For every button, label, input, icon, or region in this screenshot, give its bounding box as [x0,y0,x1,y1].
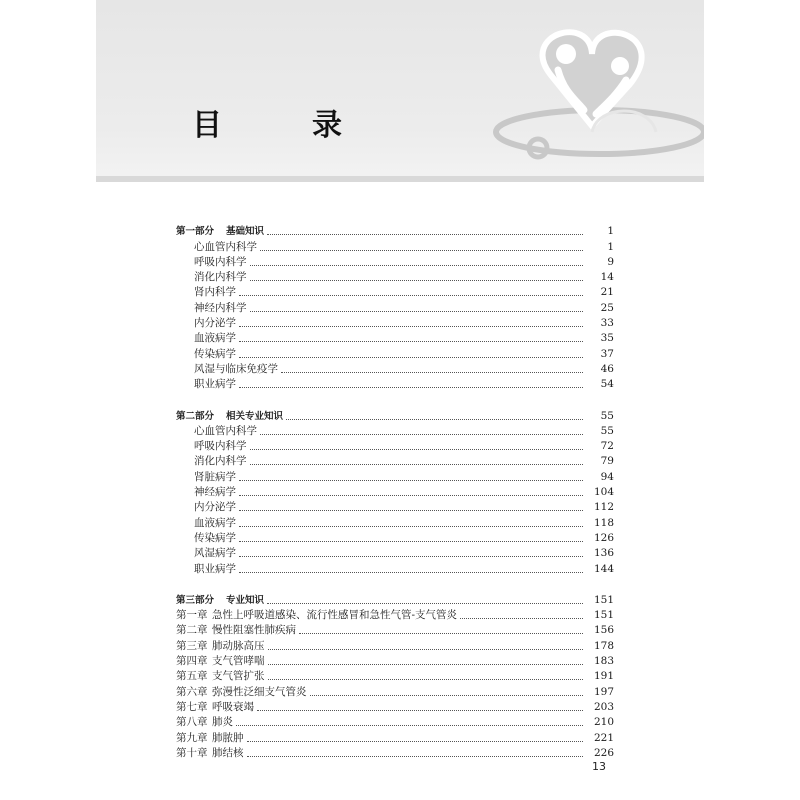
page-ref: 183 [593,655,614,668]
entry-label: 消化内科学 [194,271,247,284]
toc-chapter-entry[interactable] [176,700,614,715]
page-ref: 197 [593,685,614,698]
toc-entry[interactable] [176,300,614,315]
chapter-title: 肺炎 [212,716,233,729]
toc-chapter-entry[interactable] [176,684,614,699]
toc-chapter-entry[interactable] [176,730,614,745]
toc-part-entry[interactable] [176,408,614,423]
toc-entry[interactable] [176,285,614,300]
toc-entry[interactable] [176,485,614,500]
leader-dots [239,295,583,296]
chapter-number: 第七章 [176,700,208,713]
chapter-number: 第六章 [176,685,208,698]
leader-dots [299,633,583,634]
leader-dots [247,741,584,742]
entry-label [176,685,307,700]
toc-entry[interactable] [176,362,614,377]
entry-label: 职业病学 [194,378,236,391]
leader-dots [250,265,584,266]
entry-label [176,715,233,730]
page-ref: 191 [593,670,614,683]
toc-entry[interactable] [176,561,614,576]
toc-entry[interactable] [176,546,614,561]
page-ref: 203 [593,700,614,713]
toc-entry[interactable] [176,515,614,530]
leader-dots [460,618,583,619]
toc-chapter-entry[interactable] [176,715,614,730]
leader-dots [267,603,583,604]
page-ref: 37 [600,347,614,360]
page-ref: 55 [600,409,614,422]
toc-entry[interactable] [176,316,614,331]
toc-entry[interactable] [176,469,614,484]
page-ref: 126 [593,531,614,544]
book-page [96,0,704,800]
entry-label: 传染病学 [194,531,236,544]
leader-dots [310,695,584,696]
toc-chapter-entry[interactable] [176,623,614,638]
part-title: 基础知识 [226,226,265,238]
page-ref: 112 [593,501,614,514]
entry-label: 内分泌学 [194,317,236,330]
leader-dots [239,541,583,542]
chapter-number: 第四章 [176,655,208,668]
page-number: 13 [592,760,606,773]
part-number: 第一部分 [176,226,215,238]
page-ref: 136 [593,547,614,560]
leader-dots [268,679,584,680]
page-ref: 1 [607,225,614,238]
chapter-title: 肺动脉高压 [212,639,265,652]
chapter-title: 支气管扩张 [212,670,265,683]
leader-dots [239,510,583,511]
toc-part-entry[interactable] [176,224,614,239]
leader-dots [247,756,584,757]
page-ref: 151 [593,609,614,622]
toc-entry[interactable] [176,424,614,439]
entry-label [176,746,244,761]
chapter-title: 急性上呼吸道感染、流行性感冒和急性气管-支气管炎 [212,609,458,622]
leader-dots [239,495,583,496]
entry-label [176,731,244,746]
toc-entry[interactable] [176,239,614,254]
page-ref: 156 [593,624,614,637]
chapter-number: 第九章 [176,731,208,744]
entry-label: 神经病学 [194,486,236,499]
toc-part-entry[interactable] [176,593,614,608]
chapter-title: 呼吸衰竭 [212,700,254,713]
page-ref: 144 [593,562,614,575]
leader-dots [286,419,583,420]
toc-entry[interactable] [176,454,614,469]
leader-dots [250,449,584,450]
entry-label [176,654,265,669]
page-ref: 55 [600,424,614,437]
leader-dots [260,434,583,435]
entry-label: 神经内科学 [194,301,247,314]
entry-label: 血液病学 [194,332,236,345]
page-ref: 9 [607,255,614,268]
page-ref: 54 [600,378,614,391]
page-ref: 79 [600,455,614,468]
leader-dots [268,649,584,650]
chapter-number: 第一章 [176,609,208,622]
entry-label [176,608,457,623]
toc-chapter-entry[interactable] [176,654,614,669]
leader-dots [239,387,583,388]
toc-entry[interactable] [176,377,614,392]
leader-dots [267,234,583,235]
toc-chapter-entry[interactable] [176,669,614,684]
medical-heart-logo-icon [480,14,704,164]
chapter-number: 第八章 [176,716,208,729]
entry-label [176,700,254,715]
part-title: 专业知识 [226,594,265,606]
page-ref: 104 [593,486,614,499]
page-ref: 14 [600,271,614,284]
leader-dots [239,480,583,481]
page-ref: 118 [593,516,614,529]
page-ref: 21 [600,286,614,299]
chapter-number: 第五章 [176,670,208,683]
page-ref: 178 [593,639,614,652]
entry-label: 传染病学 [194,347,236,360]
chapter-number: 第二章 [176,624,208,637]
page-title: 目 录 [192,108,372,143]
page-ref: 33 [600,317,614,330]
page-ref: 226 [593,746,614,759]
chapter-title: 肺结核 [212,746,244,759]
entry-label: 风湿病学 [194,547,236,560]
page-ref: 72 [600,440,614,453]
chapter-title: 慢性阻塞性肺疾病 [212,624,296,637]
toc-entry[interactable] [176,439,614,454]
part-number: 第三部分 [176,594,215,606]
leader-dots [236,725,583,726]
entry-label: 风湿与临床免疫学 [194,362,278,375]
leader-dots [239,556,583,557]
toc-chapter-entry[interactable] [176,638,614,653]
leader-dots [260,250,583,251]
toc-entry[interactable] [176,346,614,361]
page-ref: 35 [600,332,614,345]
toc-entry[interactable] [176,255,614,270]
entry-label: 肾脏病学 [194,470,236,483]
entry-label: 心血管内科学 [194,424,257,437]
leader-dots [239,341,583,342]
toc-entry[interactable] [176,331,614,346]
page-ref: 210 [593,716,614,729]
part-number: 第二部分 [176,410,215,422]
leader-dots [239,326,583,327]
leader-dots [281,372,583,373]
entry-label [176,639,265,654]
entry-label [176,669,265,684]
header-divider [96,176,704,182]
chapter-title: 弥漫性泛细支气管炎 [212,685,307,698]
entry-label [176,593,264,608]
page-ref: 1 [607,240,614,253]
toc-entry[interactable] [176,531,614,546]
leader-dots [268,664,584,665]
page-ref: 46 [600,362,614,375]
toc-entry[interactable] [176,270,614,285]
page-ref: 94 [600,470,614,483]
page-ref: 151 [593,593,614,606]
toc-chapter-entry[interactable] [176,608,614,623]
entry-label: 消化内科学 [194,455,247,468]
toc-chapter-entry[interactable] [176,746,614,761]
entry-label: 肾内科学 [194,286,236,299]
leader-dots [257,710,583,711]
entry-label: 心血管内科学 [194,240,257,253]
leader-dots [239,357,583,358]
entry-label: 内分泌学 [194,501,236,514]
chapter-number: 第十章 [176,746,208,759]
section-gap [176,577,614,593]
entry-label [176,623,296,638]
leader-dots [250,464,584,465]
entry-label: 呼吸内科学 [194,440,247,453]
table-of-contents [176,224,614,761]
leader-dots [239,526,583,527]
toc-entry[interactable] [176,500,614,515]
entry-label: 呼吸内科学 [194,255,247,268]
page-ref: 221 [593,731,614,744]
chapter-number: 第三章 [176,639,208,652]
leader-dots [239,572,583,573]
entry-label: 血液病学 [194,516,236,529]
part-title: 相关专业知识 [226,410,284,422]
entry-label: 职业病学 [194,562,236,575]
section-gap [176,392,614,408]
entry-label [176,409,283,424]
entry-label [176,224,264,239]
chapter-title: 肺脓肿 [212,731,244,744]
page-ref: 25 [600,301,614,314]
leader-dots [250,280,584,281]
leader-dots [250,311,584,312]
chapter-title: 支气管哮喘 [212,655,265,668]
